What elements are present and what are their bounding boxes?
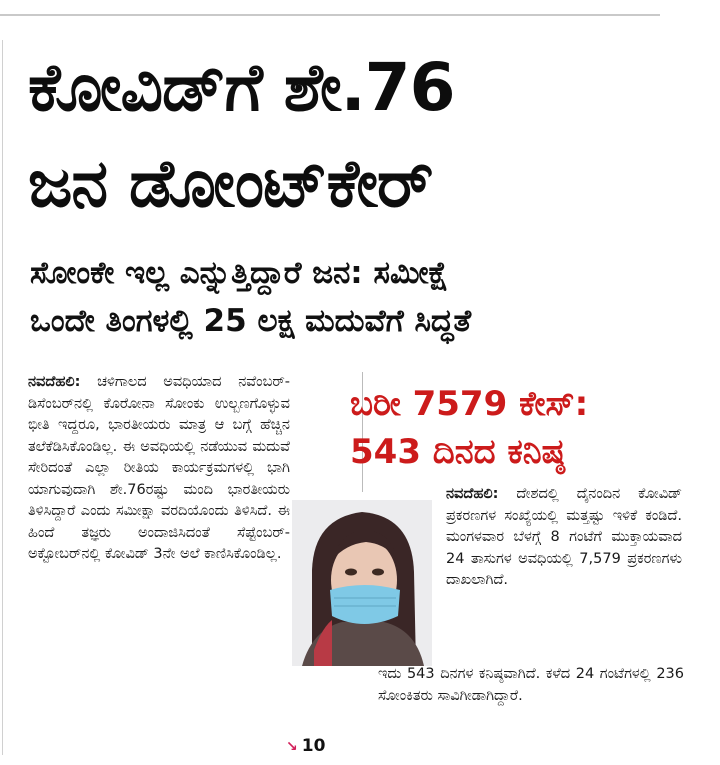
jump-page-number: 10 [301, 736, 326, 756]
side-headline-line1: ಬರೀ 7579 ಕೇಸ್: [350, 384, 589, 424]
side-story-body-top: ದೇಶದಲ್ಲಿ ದೈನಂದಿನ ಕೋವಿಡ್ ಪ್ರಕರಣಗಳ ಸಂಖ್ಯೆಯಲ್ಲಿ ಮತ್ತಷ್ಟು ಇಳಿಕೆ ಕಂಡಿದೆ. ಮಂಗಳವಾರ ಬೆಳಗ್ಗೆ 8 ಗಂಟೆಗೆ ಮುಕ್ತಾಯವಾದ 24 ತಾಸುಗಳ ಅವಧಿಯಲ್ಲಿ 7,579 ಪ್ರಕರಣಗಳು ದಾಖಲಾಗಿದೆ. [446, 486, 682, 588]
woman-with-mask-illustration [292, 500, 432, 666]
side-story-column-bottom [378, 664, 684, 707]
main-story-column [28, 372, 333, 566]
main-story-dateline: ನವದೆಹಲಿ: [28, 374, 81, 390]
continued-on-page[interactable] [286, 736, 325, 756]
main-headline-line1: ಕೋವಿಡ್‌ಗೆ ಶೇ.76 [28, 49, 455, 126]
jump-arrow-icon: ↘ [286, 739, 298, 755]
side-story-column-top [446, 484, 682, 592]
side-headline-line2: 543 ದಿನದ ಕನಿಷ್ಠ [350, 432, 565, 472]
side-story-headline [350, 380, 690, 476]
main-story-body: ಚಳಿಗಾಲದ ಅವಧಿಯಾದ ನವೆಂಬರ್-ಡಿಸೆಂಬರ್‌ನಲ್ಲಿ ಕೊರೋನಾ ಸೋಂಕು ಉಲ್ಬಣಗೊಳ್ಳುವ ಭೀತಿ ಇದ್ದರೂ, ಭಾರತೀಯರು ಮಾತ್ರ ಆ ಬಗ್ಗೆ ಹೆಚ್ಚಿನ ತಲೆಕೆಡಿಸಿಕೊಂಡಿಲ್ಲ. ಈ ಅವಧಿಯಲ್ಲಿ ನಡೆಯುವ ಮದುವೆ ಸೇರಿದಂತೆ ಎಲ್ಲಾ ರೀತಿಯ ಕಾರ್ಯಕ್ರಮಗಳಲ್ಲಿ ಭಾಗಿ ಯಾಗುವುದಾಗಿ ಶೇ.76ರಷ್ಟು ಮಂದಿ ಭಾರತೀಯರು ತಿಳಿಸಿದ್ದಾರೆ ಎಂದು ಸಮೀಕ್ಷಾ ವರದಿಯೊಂದು ತಿಳಿಸಿದೆ. ಈ ಹಿಂದೆ ತಜ್ಞರು ಅಂದಾಜಿಸಿದಂತೆ ಸೆಪ್ಟೆಂಬರ್-ಅಕ್ಟೋಬರ್‌ನಲ್ಲಿ ಕೋವಿಡ್ 3ನೇ ಅಲೆ ಕಾಣಿಸಿಕೊಂಡಿಲ್ಲ. [28, 374, 290, 562]
subheadline-line1: ಸೋಂಕೇ ಇಲ್ಲ ಎನ್ನುತ್ತಿದ್ದಾರೆ ಜನ: ಸಮೀಕ್ಷೆ [30, 255, 449, 291]
woman-with-mask-photo [292, 500, 432, 666]
main-headline-line2: ಜನ ಡೋಂಟ್‌ಕೇರ್ [28, 145, 433, 222]
side-story-body-bottom: ಇದು 543 ದಿನಗಳ ಕನಿಷ್ಠವಾಗಿದೆ. ಕಳೆದ 24 ಗಂಟೆಗಳಲ್ಲಿ 236 ಸೋಂಕಿತರು ಸಾವಿಗೀಡಾಗಿದ್ದಾರೆ. [378, 666, 684, 704]
subheadline-line2: ಒಂದೇ ತಿಂಗಳಲ್ಲಿ 25 ಲಕ್ಷ ಮದುವೆಗೆ ಸಿದ್ಧತೆ [30, 303, 472, 339]
left-rule [2, 40, 3, 755]
top-rule [0, 14, 660, 16]
side-story-dateline: ನವದೆಹಲಿ: [446, 486, 499, 502]
